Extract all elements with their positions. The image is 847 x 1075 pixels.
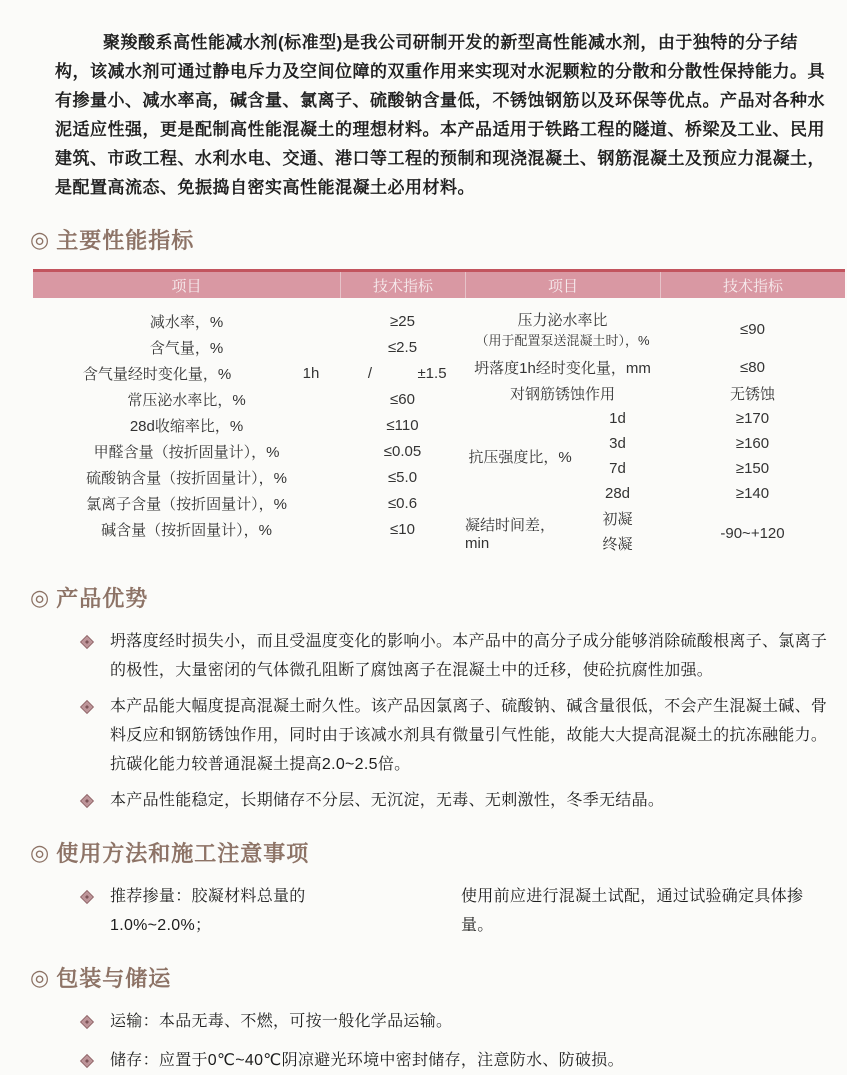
age-label: 28d [604,485,631,502]
table-row [33,412,465,438]
spec-value: ≤0.05 [383,442,422,460]
transport-text: 运输：本品无毒、不燃，可按一般化学品运输。 [110,1013,453,1030]
advantage-text: 本产品性能稳定，长期储存不分层、无沉淀，无毒、无刺激性，冬季无结晶。 [110,792,665,809]
table-row-pressure-bleeding [465,304,845,354]
spec-label: 减水率，% [149,313,224,331]
spec-value: ≤80 [740,358,765,376]
double-circle-icon: ◎ [30,226,51,252]
diamond-bullet-icon [80,1015,94,1029]
table-row [33,464,465,490]
spec-value: ≥140 [735,485,770,502]
section-packaging-heading [30,962,847,993]
spec-value: ≤110 [386,416,419,434]
spec-slash: / [367,364,373,382]
spec-label: 含气量，% [149,339,224,357]
spec-value: 无锈蚀 [729,385,775,403]
intro-paragraph: 聚羧酸系高性能减水剂(标准型)是我公司研制开发的新型高性能减水剂，由于独特的分子结构，该减水剂可通过静电斥力及空间位障的双重作用来实现对水泥颗粒的分散和分散性保持能力。具有掺量小、减水率高，碱含量、氯离子、硫酸钠含量低，不锈蚀钢筋以及环保等优点。产品对各种水泥适应性强，更是配制高性能混凝土的理想材料。本产品适用于铁路工程的隧道、桥梁及工业、民用建筑、市政工程、水利水电、交通、港口等工程的预制和现浇混凝土、钢筋混凝土及预应力混凝土，是配置高流态、免振捣自密实高性能混凝土必用材料。 [55,33,825,197]
spec-value: ≥170 [735,410,770,427]
double-circle-icon: ◎ [30,584,51,610]
advantage-item [82,692,831,779]
section-packaging-title: 包装与储运 [56,966,172,991]
age-column [575,406,660,506]
age-label: 3d [609,435,626,452]
spec-value: ≤0.6 [387,494,418,512]
table-group-compressive [465,406,845,506]
spec-label: 对钢筋锈蚀作用 [509,385,615,403]
diamond-bullet-icon [80,890,94,904]
spec-value: ≤90 [740,320,765,338]
setting-sub-label: 终凝 [602,536,633,553]
setting-sub-column [575,506,660,560]
packaging-list [82,1007,831,1075]
diamond-bullet-icon [80,1054,94,1068]
section-usage-heading [30,837,847,868]
performance-table [33,269,845,560]
advantage-item [82,627,831,685]
packaging-item [82,1046,831,1075]
table-row-air-change [33,360,465,386]
setting-sub-label: 初凝 [602,511,633,528]
spec-value: ≤60 [390,390,415,408]
spec-value: ≥150 [735,460,770,477]
diamond-bullet-icon [80,635,94,649]
table-row-corrosion [465,380,845,406]
table-header-cell: 技术指标 [660,272,845,298]
usage-list [82,882,831,940]
diamond-bullet-icon [80,700,94,714]
table-body [33,298,845,560]
table-header-row [33,269,845,298]
table-header-cell: 项目 [171,277,202,295]
spec-value: ≤10 [390,520,415,538]
table-row [33,308,465,334]
advantage-text: 坍落度经时损失小，而且受温度变化的影响小。本产品中的高分子成分能够消除硫酸根离子、氯离子的极性，大量密闭的气体微孔阻断了腐蚀离子在混凝土中的迁移，使砼抗腐性加强。 [110,633,828,679]
table-row [33,386,465,412]
spec-value: ≥160 [735,435,770,452]
packaging-item [82,1007,831,1036]
spec-label: 凝结时间差，min [465,517,556,552]
value-column [660,406,845,506]
section-advantages-heading [30,582,847,613]
table-header-cell: 项目 [465,272,660,298]
spec-value: -90~+120 [720,524,785,542]
spec-label: 坍落度1h经时变化量，mm [474,359,651,377]
advantage-text: 本产品能大幅度提高混凝土耐久性。该产品因氯离子、硫酸钠、碱含量很低，不会产生混凝土碱、骨料反应和钢筋锈蚀作用，同时由于该减水剂具有微量引气性能，故能大大提高混凝土的抗冻融能力。抗碳化能力较普通混凝土提高2.0~2.5倍。 [110,698,828,773]
double-circle-icon: ◎ [30,839,51,865]
section-performance-title: 主要性能指标 [56,228,195,253]
table-row [33,490,465,516]
spec-label: 常压泌水率比，% [127,391,246,409]
table-right-half [465,304,845,560]
age-label: 7d [609,460,626,477]
table-row-slump [465,354,845,380]
section-usage-title: 使用方法和施工注意事项 [56,841,310,866]
spec-value: ≤5.0 [387,468,418,486]
section-advantages-title: 产品优势 [56,586,149,611]
spec-value: ≥25 [390,312,415,330]
table-header-cell: 技术指标 [340,272,465,298]
spec-label: 28d收缩率比，% [129,417,244,435]
advantage-item [82,786,831,815]
section-performance-heading [30,224,847,255]
spec-label: 甲醛含量（按折固量计），% [93,443,280,461]
age-label: 1d [609,410,626,427]
dosage-note: 使用前应进行混凝土试配，通过试验确定具体掺量。 [461,888,804,934]
spec-label: 压力泌水率比 [517,312,608,329]
spec-label: 氯离子含量（按折固量计），% [86,495,287,513]
spec-label: 碱含量（按折固量计），% [101,521,272,539]
storage-text: 储存：应置于0℃~40℃阴凉避光环境中密封储存，注意防水、防破损。 [110,1052,624,1069]
double-circle-icon: ◎ [30,964,51,990]
spec-label: 含气量经时变化量，% [82,365,232,383]
table-group-setting-time [465,506,845,560]
diamond-bullet-icon [80,794,94,808]
spec-label: 抗压强度比，% [468,448,572,466]
table-row [33,334,465,360]
spec-value: ±1.5 [417,364,447,382]
advantages-list [82,627,831,815]
usage-item [82,882,831,940]
spec-value: ≤2.5 [387,338,418,356]
table-row [33,438,465,464]
dosage-recommendation: 推荐掺量：胶凝材料总量的1.0%~2.0%； [110,888,306,934]
spec-label-note: （用于配置泵送混凝土时），% [475,333,650,348]
spec-label: 硫酸钠含量（按折固量计），% [86,469,287,487]
table-row [33,516,465,542]
spec-sub-time: 1h [302,364,320,382]
table-left-half [33,304,465,560]
